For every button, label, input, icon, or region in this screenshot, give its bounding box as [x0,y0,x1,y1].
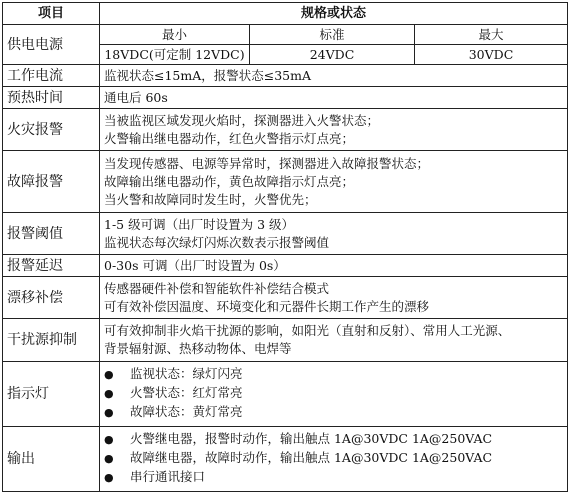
output-item-text: 故障继电器，故障时动作，输出触点 1A@30VDC 1A@250VAC [130,450,493,466]
table-row [3,151,568,213]
table-row [3,109,568,151]
output-content [100,426,568,491]
table-row [3,213,568,255]
spec-table [2,2,568,492]
fire-label: 火灾报警 [3,109,100,151]
preheat-line: 通电后 60s [104,89,168,105]
fault-line: 当火警和故障同时发生时，火警优先； [104,191,317,207]
power-min-value: 18VDC(可定制 12VDC) [100,45,250,65]
list-item [104,365,563,384]
current-label: 工作电流 [3,65,100,87]
power-subheader-row [3,25,568,45]
list-item [104,449,563,468]
drift-content [100,277,568,319]
interference-line: 背景辐射源、热移动物体、电焊等 [104,341,292,356]
power-min-label: 最小 [100,25,250,45]
fire-line: 当被监视区域发现火焰时，探测器进入火警状态； [104,112,380,128]
interference-content [100,319,568,361]
delay-label: 报警延迟 [3,255,100,277]
table-row [3,87,568,109]
list-item [104,430,563,449]
table-row [3,277,568,319]
delay-line: 0-30s 可调（出厂时设置为 0s） [104,257,286,273]
delay-content [100,255,568,277]
power-max-label: 最大 [415,25,568,45]
threshold-content [100,213,568,255]
fault-line: 当发现传感器、电源等异常时，探测器进入故障报警状态； [104,155,430,171]
fault-content [100,151,568,213]
threshold-line: 监视状态每次绿灯闪烁次数表示报警阈值 [104,234,330,250]
bullet-icon: ● [104,368,114,382]
power-std-value: 24VDC [250,45,415,65]
current-line: 监视状态≤15mA，报警状态≤35mA [104,67,312,83]
preheat-label: 预热时间 [3,87,100,109]
current-content [100,65,568,87]
bullet-icon: ● [104,387,114,401]
fault-label: 故障报警 [3,151,100,213]
bullet-icon: ● [104,406,114,420]
bullet-icon: ● [104,452,114,466]
list-item [104,403,563,422]
fire-content [100,109,568,151]
list-item [104,384,563,403]
output-item-text: 火警继电器，报警时动作，输出触点 1A@30VDC 1A@250VAC [130,431,493,447]
table-row [3,255,568,277]
threshold-label: 报警阈值 [3,213,100,255]
power-label: 供电电源 [3,25,100,65]
list-item [104,468,563,487]
power-std-label: 标准 [250,25,415,45]
bullet-icon: ● [104,471,114,485]
indicator-label: 指示灯 [3,361,100,426]
table-row [3,319,568,361]
table-row [3,65,568,87]
header-item: 项目 [3,3,100,25]
bullet-icon: ● [104,433,114,447]
table-header-row [3,3,568,25]
drift-line: 可有效补偿因温度、环境变化和元器件长期工作产生的漂移 [104,298,430,314]
fire-line: 火警输出继电器动作，红色火警指示灯点亮； [104,130,355,146]
threshold-line: 1-5 级可调（出厂时设置为 3 级） [104,216,295,232]
output-label: 输出 [3,426,100,491]
indicator-content [100,361,568,426]
drift-line: 传感器硬件补偿和智能软件补偿结合模式 [104,280,330,296]
fault-line: 故障输出继电器动作，黄色故障指示灯点亮； [104,173,355,189]
interference-line: 可有效抑制非火焰干扰源的影响，如阳光（直射和反射）、常用人工光源、 [104,323,511,338]
table-row [3,361,568,426]
drift-label: 漂移补偿 [3,277,100,319]
indicator-item-text: 故障状态：黄灯常亮 [130,404,243,420]
indicator-item-text: 火警状态：红灯常亮 [130,385,243,401]
indicator-item-text: 监视状态：绿灯闪亮 [130,366,243,382]
table-row [3,426,568,491]
interference-label: 干扰源抑制 [3,319,100,361]
header-spec: 规格或状态 [100,3,568,25]
output-item-text: 串行通讯接口 [130,469,206,485]
preheat-content [100,87,568,109]
power-max-value: 30VDC [415,45,568,65]
